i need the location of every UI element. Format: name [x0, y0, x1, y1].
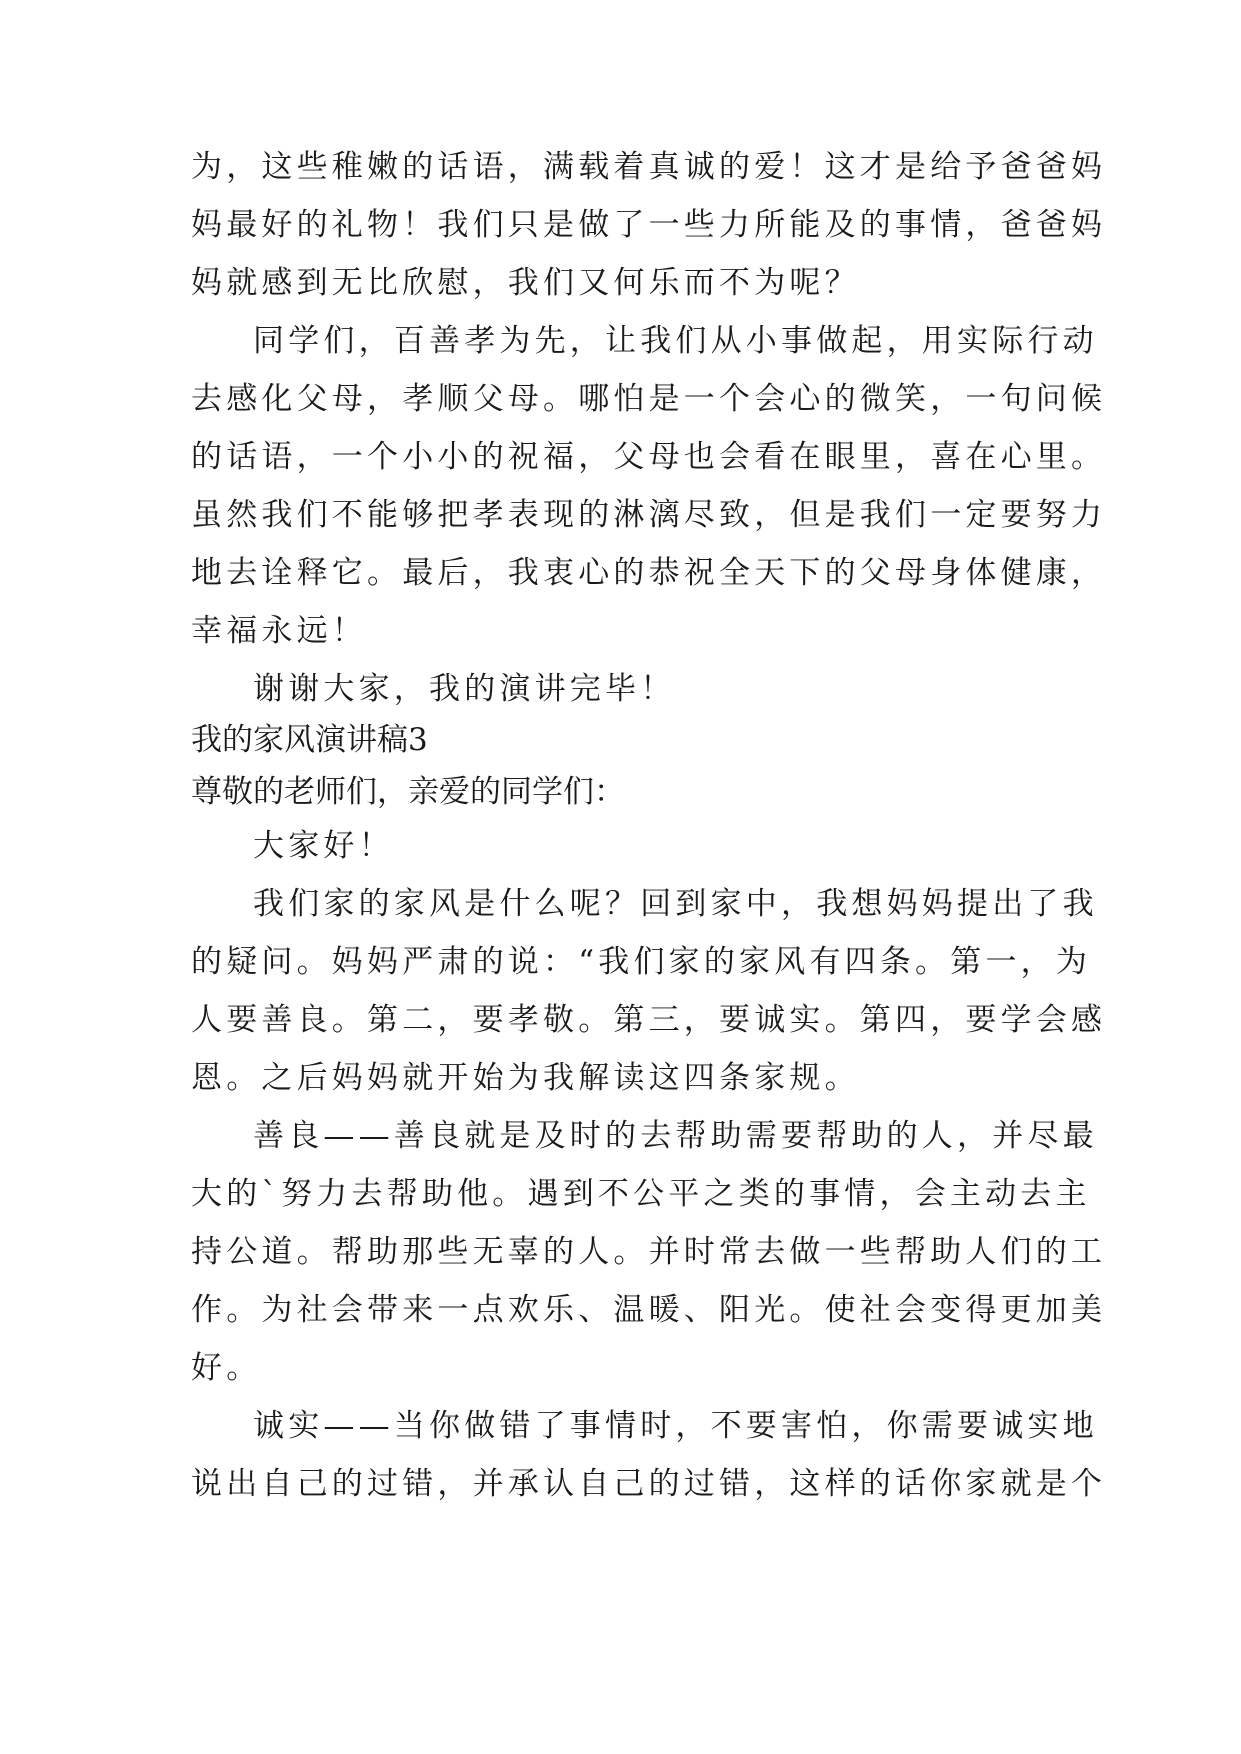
- paragraph-line: 好。: [191, 1350, 262, 1386]
- paragraph-line: 人要善良。第二，要孝敬。第三，要诚实。第四，要学会感: [191, 1002, 1107, 1038]
- paragraph-line: 为，这些稚嫩的话语，满载着真诚的爱！这才是给予爸爸妈: [191, 149, 1107, 185]
- paragraph-line: 地去诠释它。最后，我衷心的恭祝全天下的父母身体健康，: [191, 555, 1107, 591]
- paragraph-line: 我们家的家风是什么呢？回到家中，我想妈妈提出了我: [253, 886, 1098, 922]
- greeting: 大家好！: [253, 828, 394, 864]
- paragraph-line: 幸福永远！: [191, 613, 367, 649]
- closing-line: 谢谢大家，我的演讲完毕！: [253, 671, 676, 707]
- paragraph-line: 的话语，一个小小的祝福，父母也会看在眼里，喜在心里。: [191, 439, 1107, 475]
- salutation: 尊敬的老师们，亲爱的同学们：: [191, 774, 625, 810]
- paragraph-line: 善良——善良就是及时的去帮助需要帮助的人，并尽最: [253, 1118, 1098, 1154]
- paragraph-line: 的疑问。妈妈严肃的说：“我们家的家风有四条。第一，为: [191, 944, 1092, 980]
- paragraph-line: 妈就感到无比欣慰，我们又何乐而不为呢？: [191, 265, 860, 301]
- paragraph-line: 恩。之后妈妈就开始为我解读这四条家规。: [191, 1060, 860, 1096]
- paragraph-line: 虽然我们不能够把孝表现的淋漓尽致，但是我们一定要努力: [191, 497, 1107, 533]
- paragraph-line: 大的`努力去帮助他。遇到不公平之类的事情，会主动去主: [191, 1176, 1091, 1212]
- paragraph-line: 诚实——当你做错了事情时，不要害怕，你需要诚实地: [253, 1408, 1098, 1444]
- paragraph-line: 作。为社会带来一点欢乐、温暖、阳光。使社会变得更加美: [191, 1292, 1107, 1328]
- paragraph-line: 同学们，百善孝为先，让我们从小事做起，用实际行动: [253, 323, 1098, 359]
- section-title: 我的家风演讲稿3: [191, 722, 428, 758]
- paragraph-line: 说出自己的过错，并承认自己的过错，这样的话你家就是个: [191, 1466, 1107, 1502]
- paragraph-line: 去感化父母，孝顺父母。哪怕是一个会心的微笑，一句问候: [191, 381, 1107, 417]
- paragraph-line: 妈最好的礼物！我们只是做了一些力所能及的事情，爸爸妈: [191, 207, 1107, 243]
- paragraph-line: 持公道。帮助那些无辜的人。并时常去做一些帮助人们的工: [191, 1234, 1107, 1270]
